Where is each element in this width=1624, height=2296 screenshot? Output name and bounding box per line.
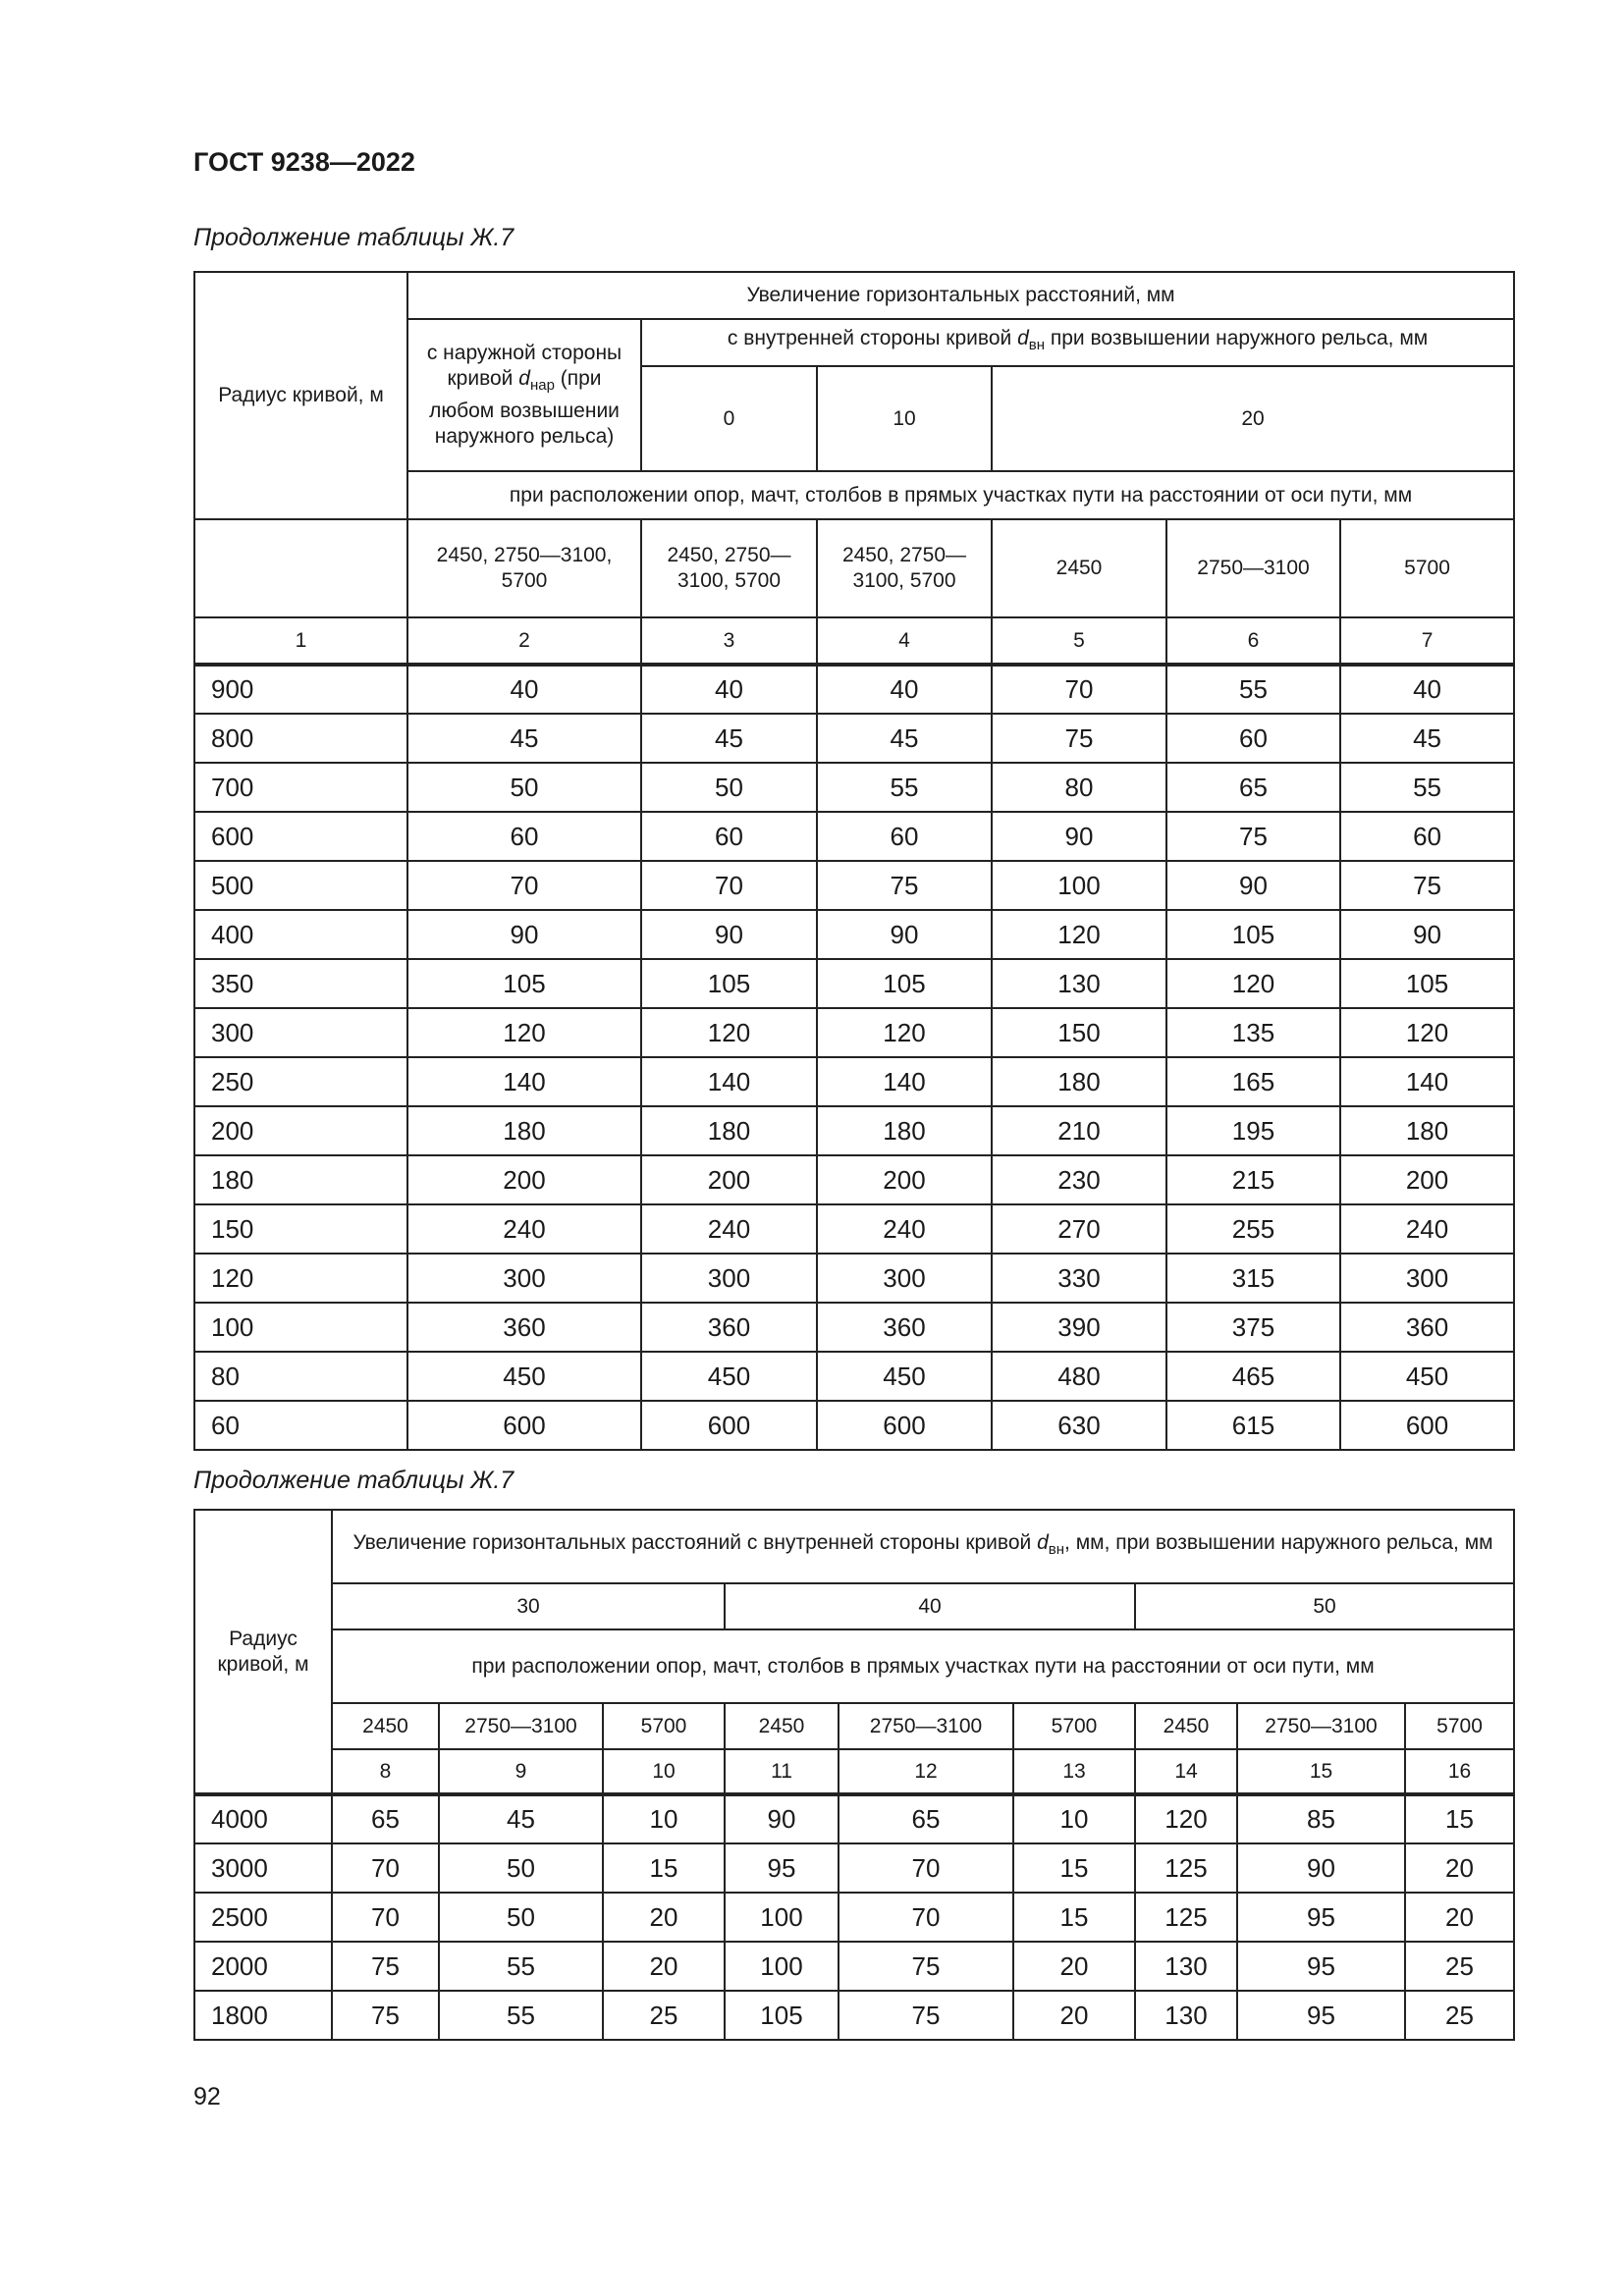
value-cell: 120 [407,1008,641,1057]
value-cell: 40 [641,665,817,714]
value-cell: 150 [992,1008,1166,1057]
table2-elevation: 50 [1135,1583,1514,1629]
table1-placement-header: при расположении опор, мачт, столбов в прямых участках пути на расстоянии от оси пути, мм [407,471,1514,519]
value-cell: 135 [1166,1008,1340,1057]
table1 [193,271,1515,1451]
value-cell: 75 [839,1942,1013,1991]
table1-group-header: Увеличение горизонтальных расстояний, мм [407,272,1514,319]
table2-column-number: 10 [603,1749,725,1794]
table1-radius-header: Радиус кривой, м [194,272,407,519]
radius-cell: 60 [194,1401,407,1450]
table1-row [194,714,1514,763]
value-cell: 240 [407,1204,641,1254]
table2-column-number: 12 [839,1749,1013,1794]
table2 [193,1509,1515,2041]
value-cell: 480 [992,1352,1166,1401]
value-cell: 50 [407,763,641,812]
table2-column-number: 13 [1013,1749,1135,1794]
value-cell: 95 [1237,1893,1405,1942]
radius-cell: 2500 [194,1893,332,1942]
radius-cell: 3000 [194,1843,332,1893]
table1-column-number: 2 [407,617,641,665]
value-cell: 10 [1013,1794,1135,1843]
value-cell: 25 [603,1991,725,2040]
value-cell: 130 [992,959,1166,1008]
value-cell: 255 [1166,1204,1340,1254]
radius-cell: 200 [194,1106,407,1155]
value-cell: 65 [332,1794,439,1843]
value-cell: 120 [1166,959,1340,1008]
value-cell: 15 [1013,1893,1135,1942]
radius-cell: 180 [194,1155,407,1204]
table1-distance: 2450, 2750—3100, 5700 [641,519,817,617]
value-cell: 165 [1166,1057,1340,1106]
value-cell: 300 [1340,1254,1514,1303]
value-cell: 360 [641,1303,817,1352]
value-cell: 20 [1013,1991,1135,2040]
value-cell: 25 [1405,1991,1514,2040]
table2-distance-row [194,1703,1514,1749]
value-cell: 100 [992,861,1166,910]
table2-distance: 2450 [1135,1703,1237,1749]
table2-distance: 2750—3100 [439,1703,603,1749]
value-cell: 240 [641,1204,817,1254]
value-cell: 20 [1405,1843,1514,1893]
value-cell: 215 [1166,1155,1340,1204]
table2-distance: 2750—3100 [1237,1703,1405,1749]
table1-distance: 2750—3100 [1166,519,1340,617]
value-cell: 90 [407,910,641,959]
value-cell: 390 [992,1303,1166,1352]
document-header: ГОСТ 9238—2022 [193,147,415,177]
radius-cell: 900 [194,665,407,714]
table1-elevation: 20 [992,366,1514,471]
table1-column-number: 7 [1340,617,1514,665]
table1-column-numbers [194,617,1514,665]
value-cell: 330 [992,1254,1166,1303]
value-cell: 90 [1237,1843,1405,1893]
table2-row [194,1991,1514,2040]
value-cell: 600 [817,1401,992,1450]
value-cell: 465 [1166,1352,1340,1401]
table2-row [194,1794,1514,1843]
table2-distance: 5700 [1405,1703,1514,1749]
value-cell: 105 [1340,959,1514,1008]
value-cell: 375 [1166,1303,1340,1352]
value-cell: 200 [407,1155,641,1204]
value-cell: 90 [817,910,992,959]
value-cell: 55 [439,1991,603,2040]
value-cell: 230 [992,1155,1166,1204]
value-cell: 360 [1340,1303,1514,1352]
table1-row [194,1106,1514,1155]
table2-column-number: 8 [332,1749,439,1794]
page-number: 92 [193,2083,221,2110]
table1-row [194,812,1514,861]
value-cell: 40 [1340,665,1514,714]
value-cell: 65 [1166,763,1340,812]
value-cell: 90 [1166,861,1340,910]
value-cell: 450 [407,1352,641,1401]
table1-column-number: 6 [1166,617,1340,665]
value-cell: 120 [641,1008,817,1057]
value-cell: 120 [992,910,1166,959]
value-cell: 600 [641,1401,817,1450]
value-cell: 105 [407,959,641,1008]
table1-elevation: 10 [817,366,992,471]
table1-row [194,910,1514,959]
value-cell: 40 [407,665,641,714]
value-cell: 130 [1135,1991,1237,2040]
value-cell: 105 [817,959,992,1008]
table1-distance: 2450, 2750—3100, 5700 [817,519,992,617]
radius-cell: 80 [194,1352,407,1401]
value-cell: 450 [817,1352,992,1401]
value-cell: 20 [603,1942,725,1991]
value-cell: 50 [641,763,817,812]
table1-outer-header: с наружной стороны кривой $d_{нар}$ (при любом возвышении наружного рельса) [407,319,641,471]
value-cell: 360 [407,1303,641,1352]
value-cell: 45 [439,1794,603,1843]
value-cell: 180 [992,1057,1166,1106]
value-cell: 630 [992,1401,1166,1450]
radius-cell: 500 [194,861,407,910]
value-cell: 105 [641,959,817,1008]
radius-cell: 120 [194,1254,407,1303]
table1-row [194,861,1514,910]
value-cell: 45 [1340,714,1514,763]
value-cell: 45 [817,714,992,763]
value-cell: 55 [817,763,992,812]
table1-elevation: 0 [641,366,817,471]
value-cell: 600 [1340,1401,1514,1450]
value-cell: 450 [1340,1352,1514,1401]
value-cell: 75 [992,714,1166,763]
value-cell: 90 [992,812,1166,861]
table1-row [194,1057,1514,1106]
value-cell: 45 [407,714,641,763]
radius-cell: 600 [194,812,407,861]
table1-column-number: 3 [641,617,817,665]
value-cell: 200 [1340,1155,1514,1204]
value-cell: 105 [1166,910,1340,959]
value-cell: 315 [1166,1254,1340,1303]
table1-inner-header: с внутренней стороны кривой $d_{вн}$ при возвышении наружного рельса, мм [641,319,1514,366]
value-cell: 180 [641,1106,817,1155]
value-cell: 140 [641,1057,817,1106]
value-cell: 80 [992,763,1166,812]
value-cell: 15 [603,1843,725,1893]
value-cell: 85 [1237,1794,1405,1843]
value-cell: 50 [439,1843,603,1893]
radius-cell: 700 [194,763,407,812]
value-cell: 300 [641,1254,817,1303]
table1-row [194,665,1514,714]
value-cell: 615 [1166,1401,1340,1450]
table2-distance: 5700 [1013,1703,1135,1749]
value-cell: 120 [817,1008,992,1057]
value-cell: 40 [817,665,992,714]
table2-column-numbers [194,1749,1514,1794]
value-cell: 60 [407,812,641,861]
radius-cell: 4000 [194,1794,332,1843]
table2-radius-header: Радиус кривой, м [194,1510,332,1794]
table1-distance: 2450 [992,519,1166,617]
table2-elevation: 30 [332,1583,725,1629]
value-cell: 20 [1405,1893,1514,1942]
radius-cell: 1800 [194,1991,332,2040]
radius-cell: 400 [194,910,407,959]
radius-cell: 150 [194,1204,407,1254]
value-cell: 20 [603,1893,725,1942]
value-cell: 70 [839,1843,1013,1893]
table1-row [194,1155,1514,1204]
value-cell: 20 [1013,1942,1135,1991]
table2-row [194,1942,1514,1991]
value-cell: 60 [1166,714,1340,763]
table2-column-number: 11 [725,1749,839,1794]
value-cell: 55 [1166,665,1340,714]
table2-column-number: 9 [439,1749,603,1794]
value-cell: 120 [1135,1794,1237,1843]
value-cell: 70 [641,861,817,910]
table2-row [194,1893,1514,1942]
table1-row [194,1008,1514,1057]
value-cell: 70 [332,1843,439,1893]
table2-elevation: 40 [725,1583,1135,1629]
table1-distance: 5700 [1340,519,1514,617]
table1-caption: Продолжение таблицы Ж.7 [193,224,514,251]
value-cell: 25 [1405,1942,1514,1991]
table2-distance: 2450 [725,1703,839,1749]
value-cell: 210 [992,1106,1166,1155]
value-cell: 10 [603,1794,725,1843]
table1-distance: 2450, 2750—3100, 5700 [407,519,641,617]
value-cell: 75 [332,1942,439,1991]
value-cell: 300 [407,1254,641,1303]
table1-row [194,763,1514,812]
value-cell: 45 [641,714,817,763]
value-cell: 180 [817,1106,992,1155]
value-cell: 140 [817,1057,992,1106]
radius-cell: 2000 [194,1942,332,1991]
value-cell: 105 [725,1991,839,2040]
value-cell: 95 [725,1843,839,1893]
table1-column-number: 4 [817,617,992,665]
value-cell: 15 [1405,1794,1514,1843]
table1-row [194,1254,1514,1303]
value-cell: 240 [1340,1204,1514,1254]
value-cell: 60 [641,812,817,861]
value-cell: 100 [725,1942,839,1991]
value-cell: 90 [1340,910,1514,959]
value-cell: 100 [725,1893,839,1942]
table2-placement-header: при расположении опор, мачт, столбов в прямых участках пути на расстоянии от оси пути, мм [332,1629,1514,1703]
value-cell: 195 [1166,1106,1340,1155]
value-cell: 450 [641,1352,817,1401]
value-cell: 75 [332,1991,439,2040]
table1-column-number: 5 [992,617,1166,665]
value-cell: 125 [1135,1893,1237,1942]
table1-row [194,1204,1514,1254]
value-cell: 120 [1340,1008,1514,1057]
table1-column-number: 1 [194,617,407,665]
value-cell: 75 [839,1991,1013,2040]
value-cell: 15 [1013,1843,1135,1893]
table1-row [194,959,1514,1008]
table2-column-number: 16 [1405,1749,1514,1794]
radius-cell: 100 [194,1303,407,1352]
value-cell: 600 [407,1401,641,1450]
value-cell: 75 [1166,812,1340,861]
value-cell: 70 [332,1893,439,1942]
table1-row [194,1352,1514,1401]
radius-cell: 350 [194,959,407,1008]
value-cell: 75 [817,861,992,910]
value-cell: 95 [1237,1942,1405,1991]
value-cell: 360 [817,1303,992,1352]
table2-column-number: 15 [1237,1749,1405,1794]
value-cell: 300 [817,1254,992,1303]
value-cell: 140 [1340,1057,1514,1106]
value-cell: 65 [839,1794,1013,1843]
value-cell: 130 [1135,1942,1237,1991]
value-cell: 200 [641,1155,817,1204]
table2-group-header: Увеличение горизонтальных расстояний с внутренней стороны кривой $d_{вн}$, мм, при возвышении наружного рельса, мм [332,1510,1514,1583]
value-cell: 70 [407,861,641,910]
table2-distance: 2750—3100 [839,1703,1013,1749]
value-cell: 70 [992,665,1166,714]
radius-cell: 800 [194,714,407,763]
table1-row [194,1401,1514,1450]
table1-row [194,1303,1514,1352]
value-cell: 60 [1340,812,1514,861]
value-cell: 240 [817,1204,992,1254]
value-cell: 140 [407,1057,641,1106]
table2-row [194,1843,1514,1893]
table2-distance: 5700 [603,1703,725,1749]
value-cell: 180 [1340,1106,1514,1155]
value-cell: 70 [839,1893,1013,1942]
value-cell: 125 [1135,1843,1237,1893]
value-cell: 180 [407,1106,641,1155]
value-cell: 60 [817,812,992,861]
value-cell: 270 [992,1204,1166,1254]
table2-distance: 2450 [332,1703,439,1749]
radius-cell: 300 [194,1008,407,1057]
value-cell: 95 [1237,1991,1405,2040]
table2-caption: Продолжение таблицы Ж.7 [193,1467,514,1494]
table1-distance-row [194,519,1514,617]
value-cell: 200 [817,1155,992,1204]
table2-column-number: 14 [1135,1749,1237,1794]
value-cell: 55 [439,1942,603,1991]
value-cell: 90 [641,910,817,959]
value-cell: 90 [725,1794,839,1843]
value-cell: 55 [1340,763,1514,812]
value-cell: 75 [1340,861,1514,910]
value-cell: 50 [439,1893,603,1942]
radius-cell: 250 [194,1057,407,1106]
